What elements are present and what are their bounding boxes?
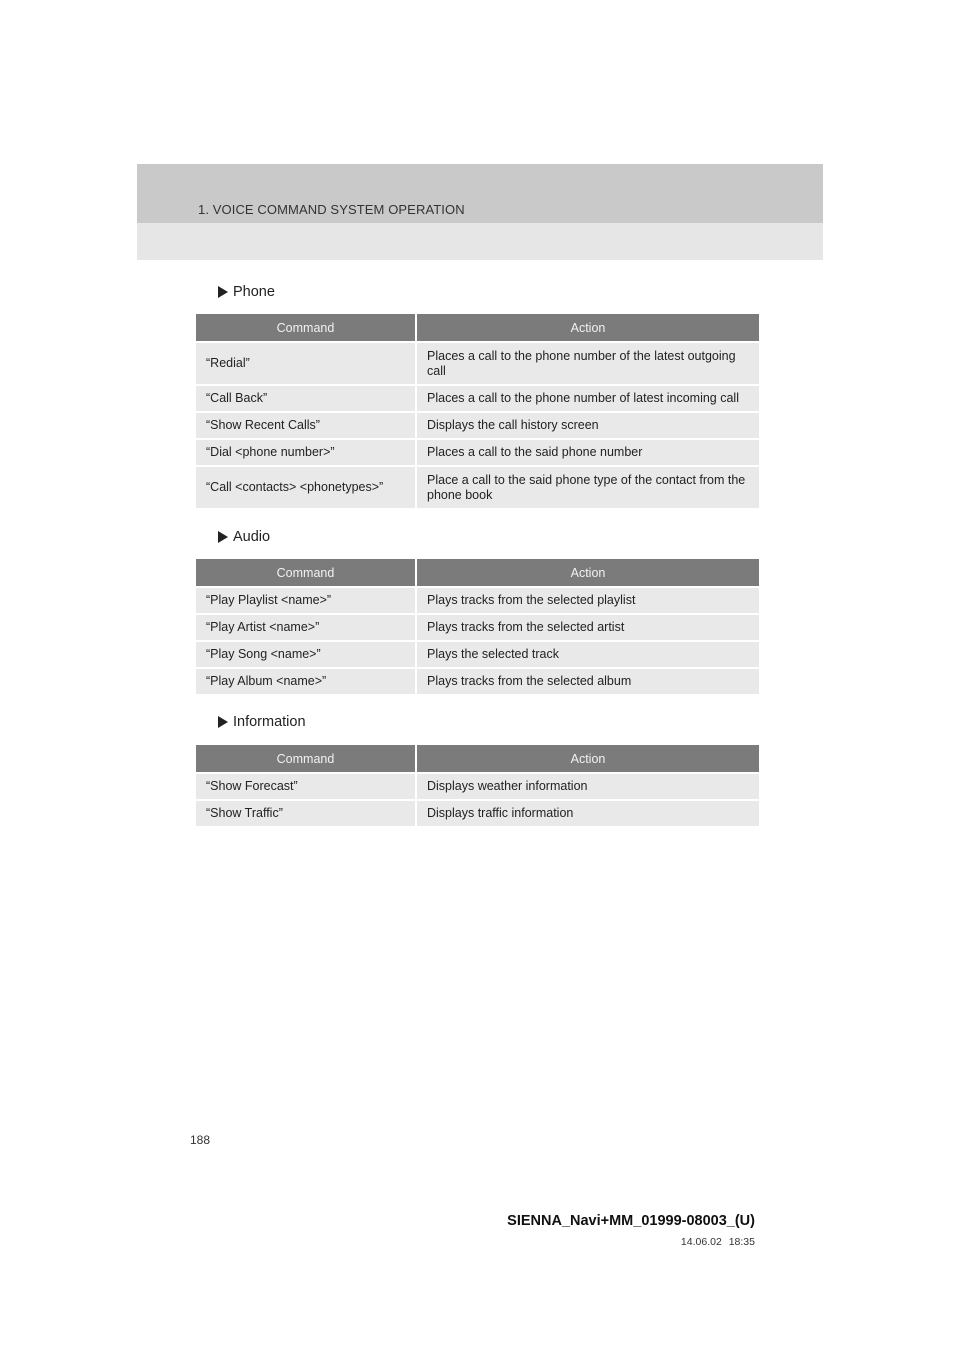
table-row (196, 668, 759, 694)
action-cell: Places a call to the phone number of the latest outgoing call (416, 342, 759, 385)
action-cell: Displays the call history screen (416, 412, 759, 439)
phone-command-table (196, 314, 759, 508)
command-cell: “Play Artist <name>” (196, 614, 416, 641)
page-number: 188 (190, 1133, 211, 1147)
document-date: 14.06.02 18:35 (680, 1236, 755, 1248)
document-id: SIENNA_Navi+MM_01999-08003_(U) (507, 1213, 755, 1229)
section-header-band (137, 164, 823, 260)
triangle-bullet-icon (218, 716, 228, 728)
command-cell: “Show Recent Calls” (196, 412, 416, 439)
command-cell: “Play Playlist <name>” (196, 587, 416, 614)
column-header-action: Action (416, 314, 759, 342)
table-row (196, 773, 759, 800)
command-cell: “Redial” (196, 342, 416, 385)
column-header-command: Command (196, 745, 416, 773)
command-cell: “Show Forecast” (196, 773, 416, 800)
column-header-command: Command (196, 314, 416, 342)
information-command-table (196, 745, 759, 826)
column-header-command: Command (196, 559, 416, 587)
table-header-row (196, 745, 759, 773)
action-cell: Place a call to the said phone type of the contact from the phone book (416, 466, 759, 508)
audio-command-table (196, 559, 759, 694)
action-cell: Plays the selected track (416, 641, 759, 668)
table-row (196, 466, 759, 508)
table-row (196, 800, 759, 826)
action-cell: Plays tracks from the selected artist (416, 614, 759, 641)
audio-section-heading (218, 529, 270, 545)
table-row (196, 439, 759, 466)
column-header-action: Action (416, 745, 759, 773)
phone-section-heading (218, 284, 275, 300)
table-row (196, 385, 759, 412)
information-section-heading (218, 714, 306, 730)
command-cell: “Play Song <name>” (196, 641, 416, 668)
command-cell: “Show Traffic” (196, 800, 416, 826)
command-cell: “Dial <phone number>” (196, 439, 416, 466)
table-row (196, 587, 759, 614)
action-cell: Places a call to the said phone number (416, 439, 759, 466)
audio-heading-label: Audio (233, 529, 271, 545)
section-header-title: 1. VOICE COMMAND SYSTEM OPERATION (198, 202, 465, 217)
table-row (196, 641, 759, 668)
table-row (196, 412, 759, 439)
action-cell: Places a call to the phone number of latest incoming call (416, 385, 759, 412)
action-cell: Plays tracks from the selected album (416, 668, 759, 694)
command-cell: “Call <contacts> <phonetypes>” (196, 466, 416, 508)
action-cell: Displays weather information (416, 773, 759, 800)
triangle-bullet-icon (218, 531, 228, 543)
table-row (196, 614, 759, 641)
column-header-action: Action (416, 559, 759, 587)
table-header-row (196, 559, 759, 587)
command-cell: “Call Back” (196, 385, 416, 412)
information-heading-label: Information (233, 714, 306, 730)
table-row (196, 342, 759, 385)
section-header-bar (137, 164, 823, 223)
table-header-row (196, 314, 759, 342)
command-cell: “Play Album <name>” (196, 668, 416, 694)
action-cell: Plays tracks from the selected playlist (416, 587, 759, 614)
phone-heading-label: Phone (233, 284, 275, 300)
action-cell: Displays traffic information (416, 800, 759, 826)
triangle-bullet-icon (218, 286, 228, 298)
